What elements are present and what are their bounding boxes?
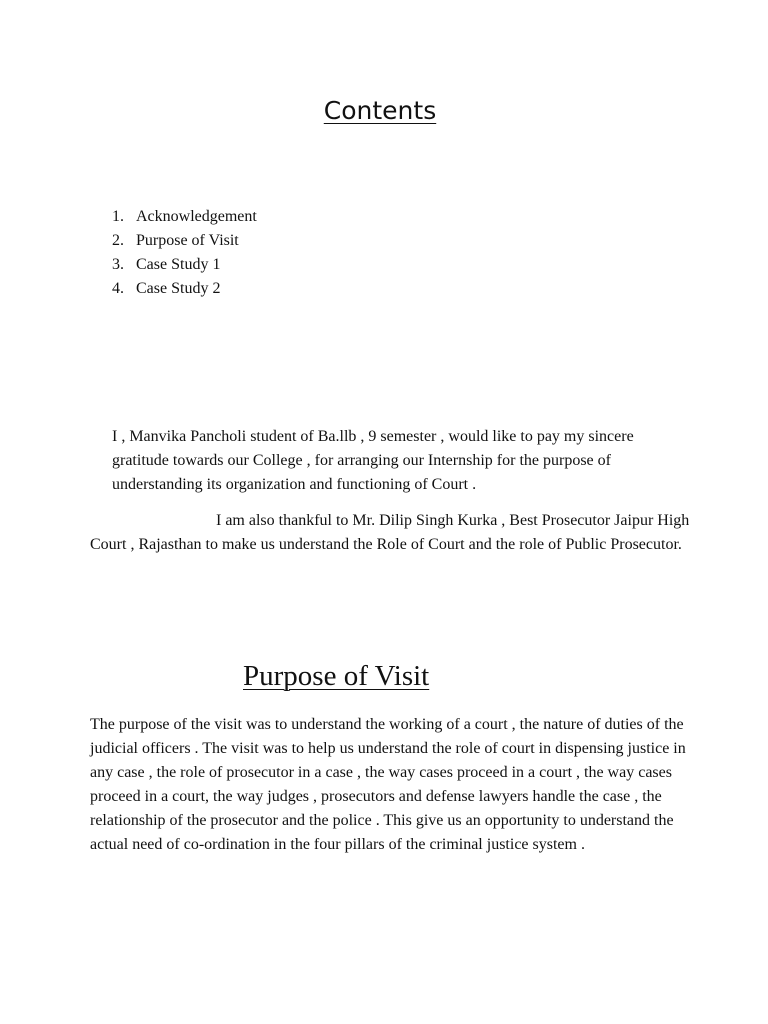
contents-item-label: Case Study 2: [136, 280, 221, 297]
contents-item-number: 3.: [112, 256, 124, 273]
contents-heading: Contents: [323, 96, 437, 125]
contents-list: [112, 205, 257, 301]
thanks-paragraph: I am also thankful to Mr. Dilip Singh Kurka , Best Prosecutor Jaipur High Court , Rajasthan to make us understand the Role of Court and the role of Public Prosecutor.: [90, 512, 690, 553]
contents-item-label: Purpose of Visit: [136, 232, 239, 249]
purpose-heading: Purpose of Visit: [243, 660, 430, 692]
contents-item-label: Acknowledgement: [136, 208, 257, 225]
contents-item-number: 2.: [112, 232, 124, 249]
contents-item: [112, 277, 257, 301]
contents-item: [112, 253, 257, 277]
contents-item-number: 4.: [112, 280, 124, 297]
contents-item: [112, 205, 257, 229]
acknowledgement-paragraph: I , Manvika Pancholi student of Ba.llb , 9 semester , would like to pay my sincere gratitude towards our College , for arranging our Internship for the purpose of understanding its organization and functioning of Court .: [112, 428, 634, 493]
purpose-paragraph: The purpose of the visit was to understand the working of a court , the nature of duties of the judicial officers . The visit was to help us understand the role of court in dispensing justice in any case , the role of prosecutor in a case , the way cases proceed in a court , the way cases proceed in a court, the way judges , prosecutors and defense lawyers handle the case , the relationship of the prosecutor and the police . This give us an opportunity to understand the actual need of co-ordination in the four pillars of the criminal justice system .: [90, 716, 686, 853]
contents-item: [112, 229, 257, 253]
contents-item-number: 1.: [112, 208, 124, 225]
contents-item-label: Case Study 1: [136, 256, 221, 273]
